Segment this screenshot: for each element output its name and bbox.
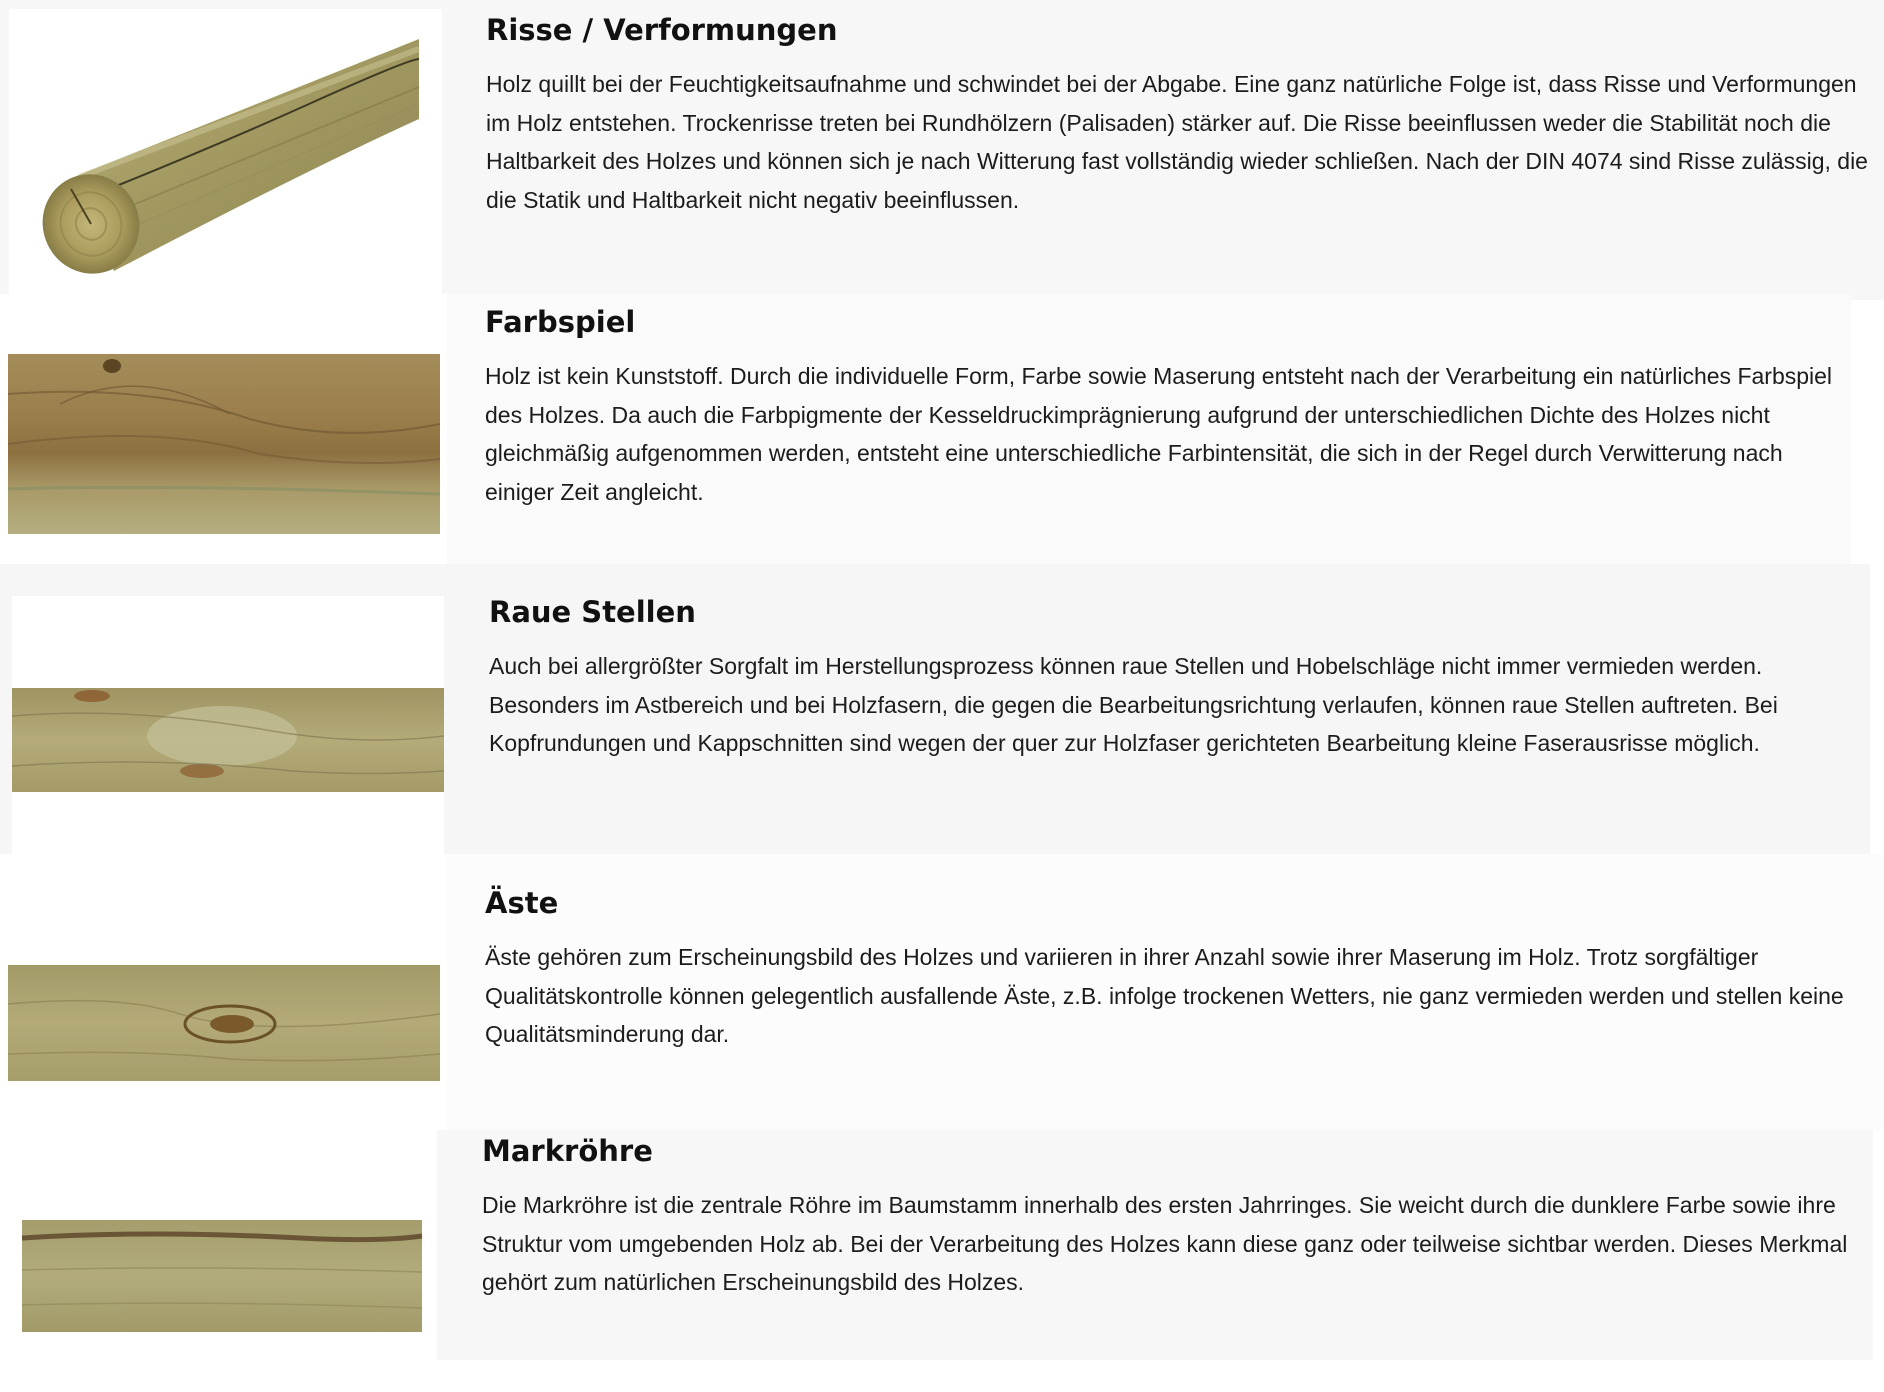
section-heading: Markröhre [482,1134,653,1168]
section-paragraph: Die Markröhre ist die zentrale Röhre im Baumstamm innerhalb des ersten Jahrringes. Sie weicht durch die dunklere Farbe sowie ihre Struktur vom umgebenden Holz ab. Bei der Verarbeitung des Holzes kann diese ganz oder teilweise sichtbar werden. Dieses Merkmal gehört zum natürlichen Erscheinungsbild des Holzes. [482,1192,1848,1296]
section-risse-verformungen [0,0,1884,300]
wood-board-pith-illustration [0,1130,437,1360]
section-paragraph: Holz quillt bei der Feuchtigkeitsaufnahme und schwindet bei der Abgabe. Eine ganz natürliche Folge ist, dass Risse und Verformungen im Holz entstehen. Trockenrisse treten bei Rundhölzern (Palisaden) stärker auf. Die Risse beeinflussen weder die Stabilität noch die Haltbarkeit des Holzes und können sich je nach Witterung fast vollständig wieder schließen. Nach der DIN 4074 sind Risse zulässig, die die Statik und Haltbarkeit nicht negativ beeinflussen. [486,71,1868,213]
wood-board-color-illustration [0,294,447,564]
wood-board-pith-image [0,1130,437,1360]
wood-board-rough-illustration [12,596,444,854]
wood-board-color-image [0,294,447,564]
wood-board-knot-image [0,854,447,1130]
section-text [489,594,1859,763]
round-wood-post-image [9,9,442,296]
round-wood-post-illustration [9,9,442,296]
section-paragraph: Holz ist kein Kunststoff. Durch die individuelle Form, Farbe sowie Maserung entsteht nach der Verarbeitung ein natürliches Farbspiel des Holzes. Da auch die Farbpigmente der Kesseldruckimprägnierung aufgrund der unterschiedlichen Dichte des Holzes nicht gleichmäßig aufgenommen werden, entsteht eine unterschiedliche Farbintensität, die sich in der Regel durch Verwitterung nach einiger Zeit angleicht. [485,363,1833,505]
section-heading: Raue Stellen [489,595,696,629]
section-paragraph: Äste gehören zum Erscheinungsbild des Holzes und variieren in ihrer Anzahl sowie ihrer Maserung im Holz. Trotz sorgfältiger Qualitätskontrolle können gelegentlich ausfallende Äste, z.B. infolge trockenen Wetters, nie ganz vermieden werden und stellen keine Qualitätsminderung dar. [485,944,1844,1048]
section-text [485,304,1835,511]
section-paragraph: Auch bei allergrößter Sorgfalt im Herstellungsprozess können raue Stellen und Hobelschläge nicht immer vermieden werden. Besonders im Astbereich und bei Holzfasern, die gegen die Bearbeitungsrichtung verlaufen, können raue Stellen auftreten. Bei Kopfrundungen und Kappschnitten sind wegen der quer zur Holzfaser gerichteten Bearbeitung kleine Faserausrisse möglich. [489,653,1778,757]
section-text [485,885,1865,1054]
section-heading: Äste [485,886,559,920]
wood-board-knot-illustration [0,854,447,1130]
section-aeste [0,854,1884,1130]
section-markroehre [0,1130,1873,1360]
section-farbspiel [0,294,1851,564]
section-text [482,1133,1862,1302]
section-heading: Farbspiel [485,305,636,339]
section-text [486,12,1876,219]
section-heading: Risse / Verformungen [486,13,838,47]
wood-board-rough-image [12,596,444,854]
section-raue-stellen [0,564,1870,854]
